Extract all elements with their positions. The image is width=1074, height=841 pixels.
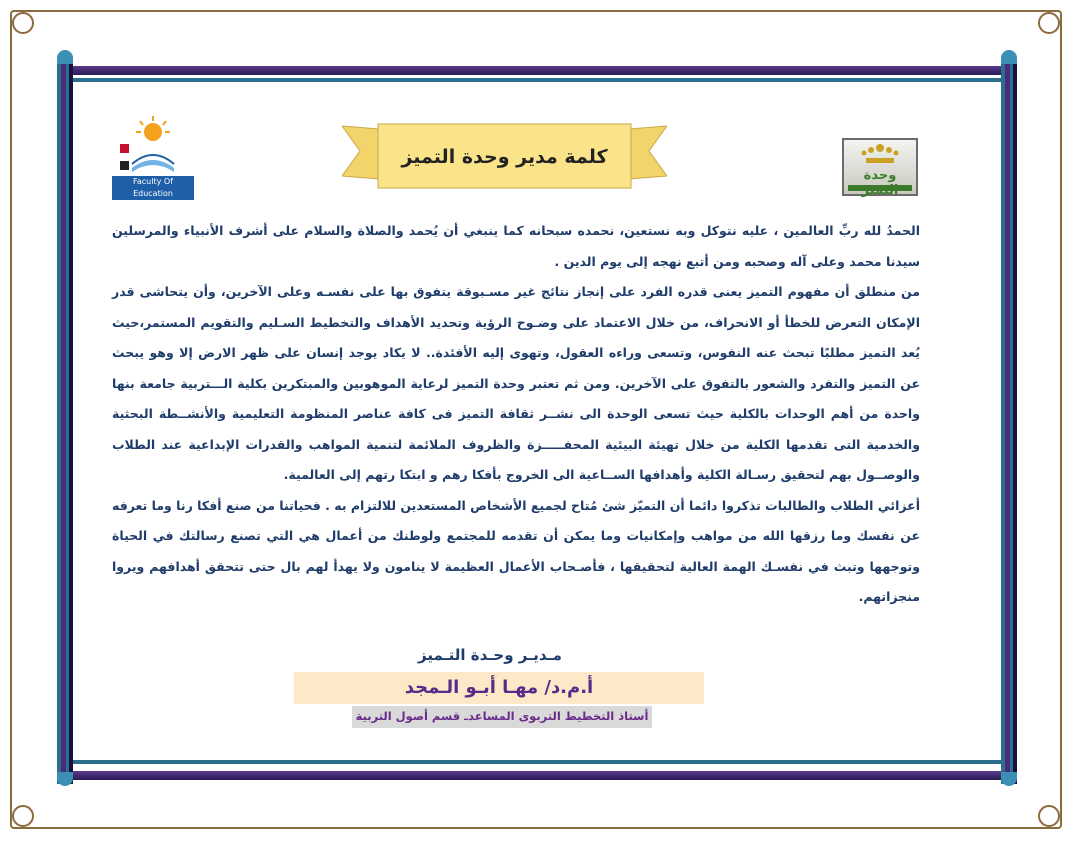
- bottom-border-accent: [60, 760, 1014, 764]
- pillar-cap: [57, 50, 73, 64]
- corner-ornament: [1038, 12, 1060, 34]
- left-pillar: [57, 58, 73, 784]
- paragraph-excellence: من منطلق أن مفهوم التميز يعنى قدره الفرد على إنجاز نتائج غير مسـبوقة يتفوق بها على نفسـه وعلى الآخرين، وأن يتحاشى قدر الإمكان التعرض للخطأ أو الانحراف، من خلال الاعتماد على وضـوح الرؤية وتحديد الأهداف والتخطيط السـليم والتقويم المستمر،حيث يُعد التميز مطلبًا تبحث عنه النفوس، وتسعى وراءه العقول، وتهوى إليه الأفئدة.. لا يكاد يوجد إنسان على ظهر الارض إلا وهو يبحث عن التميز والتفرد والشعور بالتفوق على الآخرين. ومن ثم تعتبر وحدة التميز لرعاية الموهوبين والمبتكرين بكلية الـــتربية جامعة بنها واحدة من أهم الوحدات بالكلية حيث تسعى الوحدة الى نشــر ثقافة التميز فى كافة عناصر المنظومة التعليمية والأنشــطة البحثية والخدمية التى تقدمها الكلية من خلال تهيئة البيئية المحفـــــزة والظروف الملائمة لتنمية المواهب والقدرات الإبداعية عند الطلاب والوصــول بهم لتحقيق رسـالة الكلية وأهدافها الســاعية الى الخروج بأفكا رهم و ابتكا رتهم إلى العالمية.: [112, 284, 920, 482]
- signature-title: مـديـر وحـدة التـميز: [418, 646, 562, 664]
- corner-ornament: [12, 805, 34, 827]
- paragraph-opening: الحمدُ لله ربِّ العالمين ، عليه نتوكل وبه نستعين، نحمده سبحانه كما ينبغي أن يُحمد والصلاة والسلام على أشرف الأنبياء والمرسلين سيدنا محمد وعلى آله وصحبه ومن أتبع نهجه إلى يوم الدين .: [112, 223, 920, 269]
- top-border-bar: [60, 66, 1014, 75]
- logo-caption: وحدة: [863, 168, 897, 183]
- signature-role: أستاذ التخطيط التربوى المساعدـ قسم أصول التربية: [355, 709, 649, 723]
- logo-caption: Faculty Of Education: [112, 176, 194, 200]
- page-title: كلمة مدير وحدة التميز: [401, 146, 608, 168]
- faculty-logo: [112, 116, 194, 198]
- signature-role-box: [352, 706, 652, 728]
- title-banner: [342, 120, 667, 198]
- sun-book-icon: [112, 116, 194, 178]
- corner-ornament: [1038, 805, 1060, 827]
- bottom-border-bar: [60, 771, 1014, 780]
- excellence-unit-logo: [842, 138, 918, 196]
- corner-ornament: [12, 12, 34, 34]
- top-border-accent: [60, 78, 1014, 82]
- pillar-cap: [1001, 50, 1017, 64]
- crown-icon: [844, 140, 916, 168]
- signature-name: أ.م.د/ مهـا أبـو الـمجد: [404, 677, 594, 698]
- signature-name-box: [294, 672, 704, 704]
- logo-strip: [848, 185, 912, 191]
- right-pillar: [1001, 58, 1017, 784]
- paragraph-students: أعزائي الطلاب والطالبات تذكروا دائما أن التميّز شئ مُتاح لجميع الأشخاص المستعدين للالتزام به . فحياتنا من صنع أفكا رنا وما تعرفه عن نفسك وما رزقها الله من مواهب وإمكانيات وما يمكن أن تقدمه للمجتمع ولوطنك من أعمال هي التي تصنع رسالتك في الحياة وتوجهها وتبث في نفسـك الهمة العالية لتحقيقها ، فأصـحاب الأعمال العظيمة لا ينامون ولا يهدأ لهم بال حتى تتحقق أهدافهم ويروا منجزاتهم.: [111, 497, 920, 604]
- body-text: [112, 216, 920, 613]
